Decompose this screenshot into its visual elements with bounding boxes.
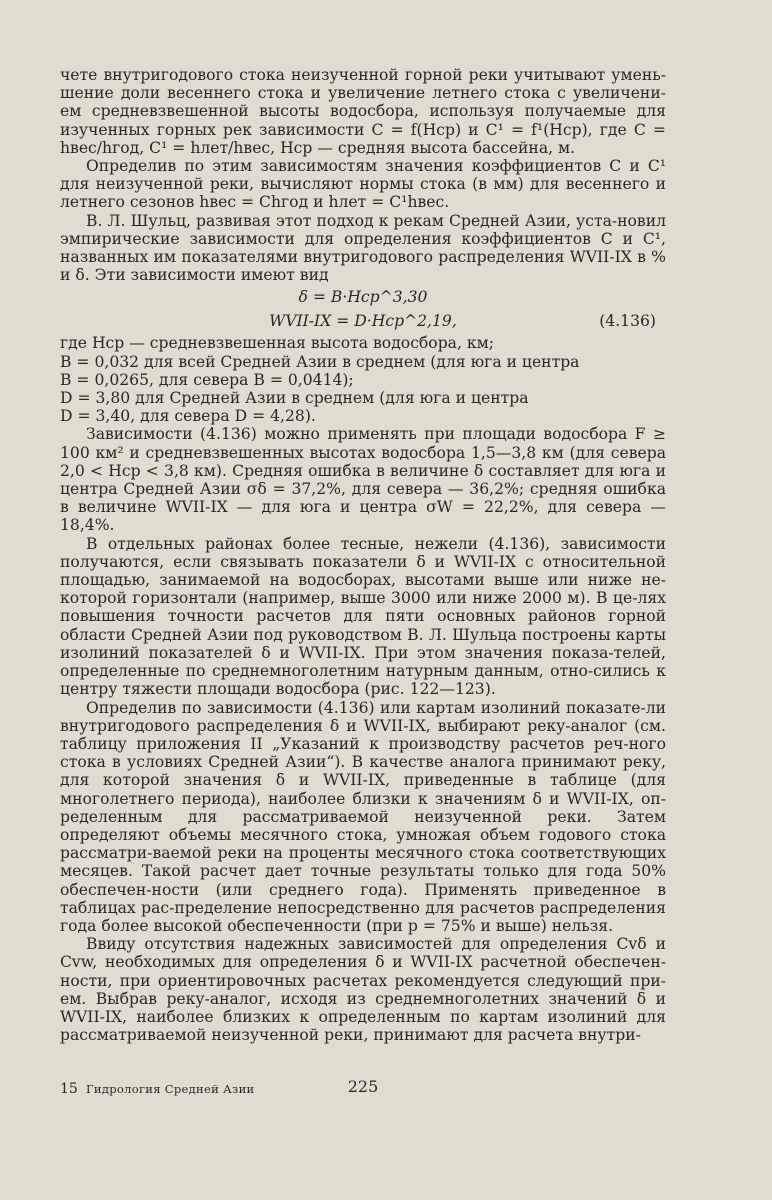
paragraph-1: чете внутригодового стока неизученной горной реки учитывают умень-шение доли весеннего стока и увеличение летнего стока с увеличени-ем средневзвешенной высоты водосбора, используя получаемые для изученных горных рек зависимости C = f(Hср) и C¹ = f¹(Hср), где C = hвес/hгод, C¹ = hлет/hвес, Hср — средняя высота бассейна, м. <box>60 66 666 157</box>
page-number: 225 <box>347 1077 379 1096</box>
formula-delta <box>60 286 666 308</box>
definition-b-line-1: B = 0,032 для всей Средней Азии в среднем (для юга и центра <box>60 352 580 371</box>
formula-w <box>60 310 666 332</box>
body-text <box>60 66 666 1044</box>
paragraph-5: В отдельных районах более тесные, нежели (4.136), зависимости получаются, если связывать показатели δ и WVII-IX с относительной площадью, занимаемой на водосборах, высотами выше или ниже не-которой горизонтали (например, выше 3000 или ниже 2000 м). В це-лях повышения точности расчетов для пяти основных районов горной области Средней Азии под руководством В. Л. Шульца построены карты изолиний показателей δ и WVII-IX. При этом значения показа-телей, определенные по среднемноголетним натурным данным, отно-сились к центру тяжести площади водосбора (рис. 122—123). <box>60 534 666 699</box>
paragraph-4: Зависимости (4.136) можно применять при площади водосбора F ≥ 100 км² и средневзвешенных высотах водосбора 1,5—3,8 км (для севера 2,0 < Hср < 3,8 км). Средняя ошибка в величине δ составляет для юга и центра Средней Азии σδ = 37,2%, для севера — 36,2%; средняя ошибка в величине WVII-IX — для юга и центра σW = 22,2%, для севера — 18,4%. <box>60 425 666 535</box>
definition-b-line-2: B = 0,0265, для севера B = 0,0414); <box>60 370 354 389</box>
formula-w-text: WVII-IX = D·Hср^2,19, <box>269 312 457 331</box>
where-line: где Hср — средневзвешенная высота водосбора, км; <box>60 334 495 353</box>
page-footer <box>60 1077 666 1101</box>
equation-number: (4.136) <box>599 312 656 331</box>
definition-d-line-1: D = 3,80 для Средней Азии в среднем (для юга и центра <box>60 389 529 408</box>
paragraph-2: Определив по этим зависимостям значения коэффициентов C и C¹ для неизученной реки, вычисляют нормы стока (в мм) для весеннего и летнего сезонов hвес = Chгод и hлет = C¹hвес. <box>60 157 666 212</box>
signature-title: Гидрология Средней Азии <box>86 1082 255 1096</box>
signature-number: 15 <box>60 1081 78 1097</box>
formula-delta-text: δ = B·Hср^3,30 <box>298 288 428 307</box>
paragraph-6: Определив по зависимости (4.136) или картам изолиний показате-ли внутригодового распределения δ и WVII-IX, выбирают реку-аналог (см. таблицу приложения II „Указаний к производству расчетов реч-ного стока в условиях Средней Азии“). В качестве аналога принимают реку, для которой значения δ и WVII-IX, приведенные в таблице (для многолетнего периода), наиболее близки к значениям δ и WVII-IX, оп-ределенным для рассматриваемой неизученной реки. Затем определяют объемы месячного стока, умножая объем годового стока рассматри-ваемой реки на проценты месячного стока соответствующих месяцев. Такой расчет дает точные результаты только для года 50% обеспечен-ности (или среднего года). Применять приведенное в таблицах рас-пределение непосредственно для расчетов распределения года более высокой обеспеченности (при p = 75% и выше) нельзя. <box>60 698 666 935</box>
definition-d-line-2: D = 3,40, для севера D = 4,28). <box>60 407 316 426</box>
paragraph-3: В. Л. Шульц, развивая этот подход к рекам Средней Азии, уста-новил эмпирические зависимости для определения коэффициентов C и C¹, названных им показателями внутригодового распределения WVII-IX в % и δ. Эти зависимости имеют вид <box>60 211 666 285</box>
paragraph-7: Ввиду отсутствия надежных зависимостей для определения Cvδ и Cvw, необходимых для определения δ и WVII-IX расчетной обеспечен-ности, при ориентировочных расчетах рекомендуется следующий при-ем. Выбрав реку-аналог, исходя из среднемноголетних значений δ и WVII-IX, наиболее близких к определенным по картам изолиний для рассматриваемой неизученной реки, принимают для расчета внутри- <box>60 935 666 1045</box>
